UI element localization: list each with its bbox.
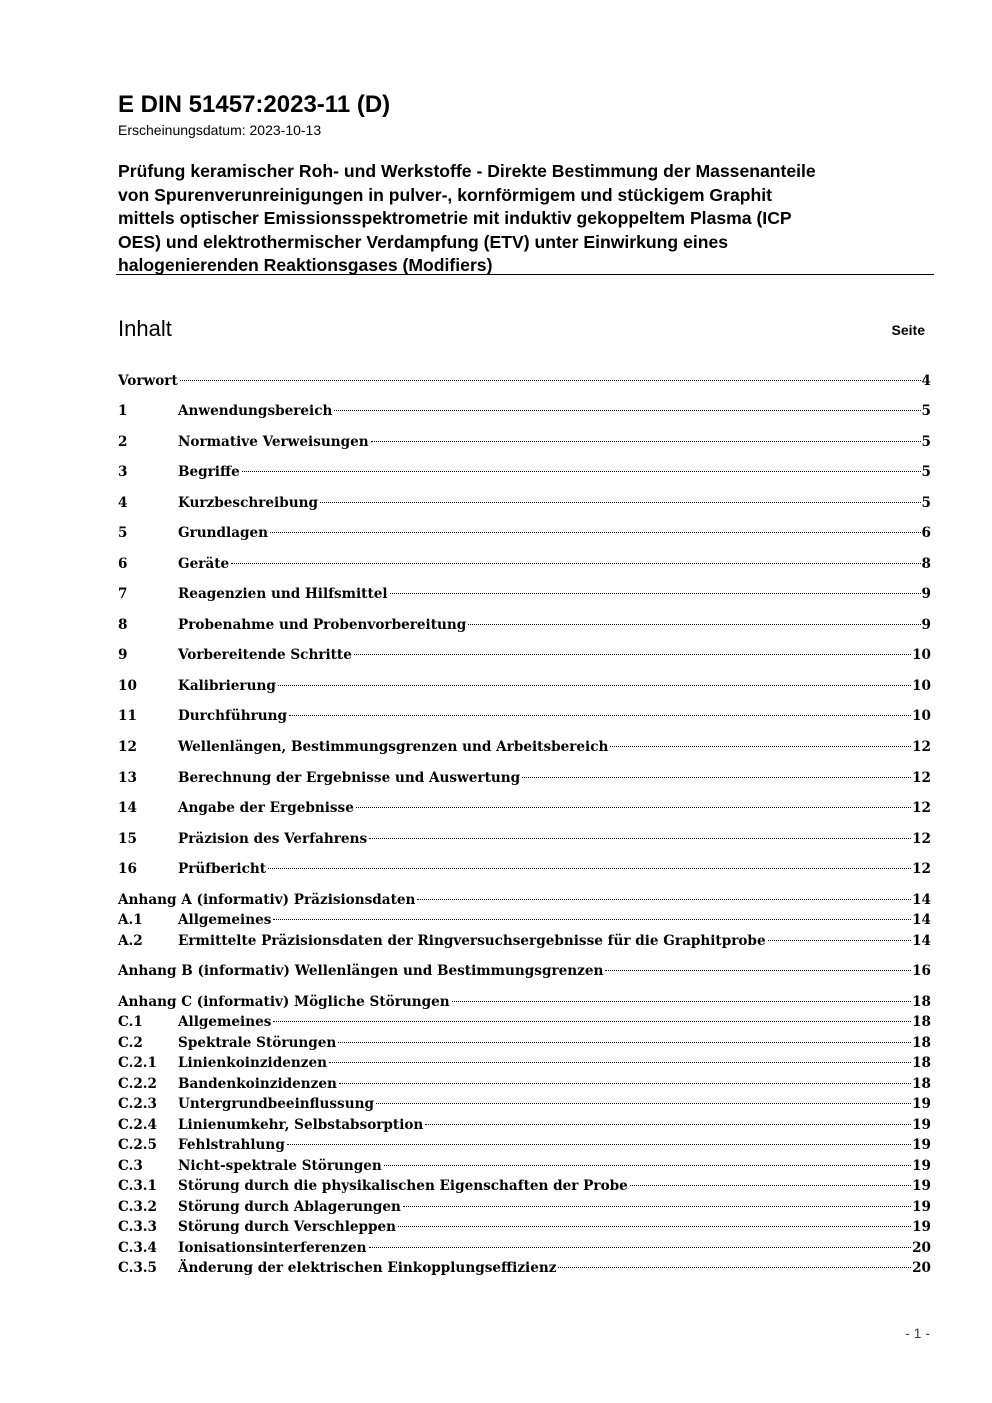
toc-entry-number: 16 — [118, 861, 137, 877]
toc-entry-number: C.2.1 — [118, 1055, 157, 1071]
toc-entry-number: C.3.4 — [118, 1240, 157, 1256]
toc-entry-page: 4 — [921, 373, 931, 389]
toc-entry-title: Vorwort — [118, 373, 178, 389]
toc-dot-leader — [468, 624, 920, 625]
toc-entry-number: 9 — [118, 647, 128, 663]
toc-entry[interactable] — [118, 961, 931, 981]
toc-entry[interactable] — [118, 523, 931, 543]
toc-entry-number: 6 — [118, 556, 128, 572]
toc-dot-leader — [270, 532, 920, 533]
toc-entry-page: 18 — [912, 1076, 931, 1092]
toc-dot-leader — [356, 807, 911, 808]
toc-entry[interactable] — [118, 859, 931, 879]
toc-entry-page: 9 — [921, 617, 931, 633]
toc-entry[interactable] — [118, 1115, 931, 1135]
toc-entry[interactable] — [118, 829, 931, 849]
toc-entry-page: 12 — [912, 770, 931, 786]
toc-dot-leader — [376, 1103, 911, 1104]
toc-entry-title: Kalibrierung — [178, 678, 276, 694]
toc-dot-leader — [354, 654, 911, 655]
toc-dot-leader — [417, 899, 911, 900]
toc-entry-title: Bandenkoinzidenzen — [178, 1076, 337, 1092]
toc-entry-number: A.2 — [118, 933, 143, 949]
toc-entry[interactable] — [118, 1156, 931, 1176]
toc-entry-title: Vorbereitende Schritte — [178, 647, 352, 663]
toc-dot-leader — [369, 1247, 912, 1248]
toc-entry-title: Anhang C (informativ) Mögliche Störungen — [118, 994, 450, 1010]
toc-entry-page: 18 — [912, 1035, 931, 1051]
toc-entry-title: Änderung der elektrischen Einkopplungseffizienz — [178, 1260, 557, 1276]
toc-entry[interactable] — [118, 768, 931, 788]
toc-entry[interactable] — [118, 676, 931, 696]
toc-entry[interactable] — [118, 1053, 931, 1073]
toc-entry-number: A.1 — [118, 912, 143, 928]
toc-entry-page: 5 — [921, 495, 931, 511]
document-title-line: mittels optischer Emissionsspektrometrie mit induktiv gekoppeltem Plasma (ICP — [118, 208, 792, 228]
toc-entry[interactable] — [118, 1176, 931, 1196]
toc-entry-title: Ionisationsinterferenzen — [178, 1240, 367, 1256]
document-title-line: Prüfung keramischer Roh- und Werkstoffe - Direkte Bestimmung der Massenanteile — [118, 161, 816, 181]
toc-entry-page: 12 — [912, 739, 931, 755]
toc-dot-leader — [605, 970, 911, 971]
toc-entry-page: 5 — [921, 434, 931, 450]
toc-entry-number: C.3.5 — [118, 1260, 157, 1276]
toc-entry[interactable] — [118, 737, 931, 757]
toc-entry-title: Grundlagen — [178, 525, 269, 541]
page-number: - 1 - — [905, 1325, 930, 1341]
toc-entry-title: Reagenzien und Hilfsmittel — [178, 586, 388, 602]
toc-dot-leader — [338, 1042, 911, 1043]
toc-entry-number: 1 — [118, 403, 128, 419]
toc-dot-leader — [768, 940, 911, 941]
toc-entry[interactable] — [118, 1197, 931, 1217]
toc-dot-leader — [278, 685, 911, 686]
toc-heading: Inhalt — [118, 316, 172, 341]
toc-entry-page: 20 — [912, 1260, 931, 1276]
toc-entry-title: Untergrundbeeinflussung — [178, 1096, 374, 1112]
toc-dot-leader — [398, 1226, 911, 1227]
toc-entry[interactable] — [118, 645, 931, 665]
toc-entry[interactable] — [118, 554, 931, 574]
toc-entry-number: C.3.2 — [118, 1199, 157, 1215]
toc-entry[interactable] — [118, 1258, 931, 1278]
toc-entry-page: 5 — [921, 403, 931, 419]
toc-dot-leader — [390, 593, 921, 594]
toc-entry-page: 12 — [912, 800, 931, 816]
toc-entry-page: 18 — [912, 1055, 931, 1071]
toc-entry-title: Störung durch Ablagerungen — [178, 1199, 401, 1215]
toc-entry[interactable] — [118, 371, 931, 391]
toc-entry-number: 3 — [118, 464, 128, 480]
toc-entry[interactable] — [118, 1012, 931, 1032]
toc-dot-leader — [452, 1001, 911, 1002]
toc-entry-title: Wellenlängen, Bestimmungsgrenzen und Arbeitsbereich — [178, 739, 609, 755]
publication-date: Erscheinungsdatum: 2023-10-13 — [118, 122, 322, 138]
toc-entry-number: C.3.3 — [118, 1219, 157, 1235]
toc-entry-title: Kurzbeschreibung — [178, 495, 318, 511]
toc-entry-title: Allgemeines — [178, 1014, 272, 1030]
toc-entry[interactable] — [118, 798, 931, 818]
toc-dot-leader — [289, 715, 911, 716]
toc-entry[interactable] — [118, 462, 931, 482]
toc-entry-number: 10 — [118, 678, 137, 694]
toc-entry-page: 8 — [921, 556, 931, 572]
toc-entry-number: 5 — [118, 525, 128, 541]
toc-entry-page: 10 — [912, 647, 931, 663]
toc-entry-title: Nicht-spektrale Störungen — [178, 1158, 382, 1174]
toc-entry[interactable] — [118, 432, 931, 452]
toc-dot-leader — [231, 563, 920, 564]
toc-entry-number: C.2.3 — [118, 1096, 157, 1112]
toc-entry-page: 16 — [912, 963, 931, 979]
toc-dot-leader — [329, 1062, 911, 1063]
document-title-line: von Spurenverunreinigungen in pulver-, kornförmigem und stückigem Graphit — [118, 184, 772, 205]
toc-entry[interactable] — [118, 1033, 931, 1053]
table-of-contents — [118, 0, 931, 1403]
toc-entry-page: 14 — [912, 892, 931, 908]
toc-dot-leader — [242, 471, 921, 472]
toc-dot-leader — [371, 441, 921, 442]
toc-entry-page: 14 — [912, 933, 931, 949]
toc-dot-leader — [320, 502, 921, 503]
toc-entry-title: Fehlstrahlung — [178, 1137, 285, 1153]
toc-entry-title: Ermittelte Präzisionsdaten der Ringversuchsergebnisse für die Graphitprobe — [178, 933, 766, 949]
toc-entry-page: 14 — [912, 912, 931, 928]
toc-dot-leader — [334, 410, 920, 411]
document-id: E DIN 51457:2023-11 (D) — [118, 91, 391, 118]
toc-entry-page: 18 — [912, 1014, 931, 1030]
toc-entry-number: 8 — [118, 617, 128, 633]
toc-entry-title: Störung durch die physikalischen Eigenschaften der Probe — [178, 1178, 628, 1194]
toc-entry-number: 12 — [118, 739, 137, 755]
toc-entry[interactable] — [118, 1074, 931, 1094]
toc-entry[interactable] — [118, 493, 931, 513]
toc-dot-leader — [403, 1206, 911, 1207]
toc-entry-title: Angabe der Ergebnisse — [178, 800, 354, 816]
toc-entry-number: C.2 — [118, 1035, 143, 1051]
toc-entry-title: Berechnung der Ergebnisse und Auswertung — [178, 770, 521, 786]
toc-entry-page: 5 — [921, 464, 931, 480]
toc-entry-title: Anhang A (informativ) Präzisionsdaten — [118, 892, 416, 908]
toc-entry-number: C.3.1 — [118, 1178, 157, 1194]
toc-entry-page: 9 — [921, 586, 931, 602]
toc-entry-title: Probenahme und Probenvorbereitung — [178, 617, 467, 633]
toc-entry-title: Begriffe — [178, 464, 240, 480]
toc-entry-page: 10 — [912, 678, 931, 694]
toc-entry-number: C.2.5 — [118, 1137, 157, 1153]
toc-dot-leader — [287, 1144, 911, 1145]
toc-dot-leader — [558, 1267, 911, 1268]
toc-entry-page: 19 — [912, 1219, 931, 1235]
toc-entry-page: 19 — [912, 1158, 931, 1174]
toc-entry-page: 19 — [912, 1096, 931, 1112]
toc-dot-leader — [610, 746, 911, 747]
toc-dot-leader — [630, 1185, 911, 1186]
toc-dot-leader — [339, 1083, 911, 1084]
toc-entry-title: Linienkoinzidenzen — [178, 1055, 328, 1071]
toc-entry-title: Spektrale Störungen — [178, 1035, 337, 1051]
toc-entry-number: 2 — [118, 434, 128, 450]
toc-entry-title: Anwendungsbereich — [178, 403, 333, 419]
toc-entry[interactable] — [118, 910, 931, 930]
toc-entry-page: 12 — [912, 831, 931, 847]
toc-entry[interactable] — [118, 1238, 931, 1258]
toc-entry-page: 6 — [921, 525, 931, 541]
toc-dot-leader — [268, 868, 911, 869]
toc-entry[interactable] — [118, 706, 931, 726]
toc-entry[interactable] — [118, 890, 931, 910]
toc-entry[interactable] — [118, 615, 931, 635]
toc-entry-page: 18 — [912, 994, 931, 1010]
toc-entry-page: 19 — [912, 1199, 931, 1215]
toc-entry-page: 19 — [912, 1178, 931, 1194]
document-title-line: OES) und elektrothermischer Verdampfung (ETV) unter Einwirkung eines — [118, 231, 729, 252]
toc-entry-number: C.1 — [118, 1014, 143, 1030]
toc-entry-number: C.2.4 — [118, 1117, 157, 1133]
toc-dot-leader — [273, 1021, 911, 1022]
toc-entry-number: 11 — [118, 708, 137, 724]
toc-entry-number: C.2.2 — [118, 1076, 157, 1092]
toc-entry[interactable] — [118, 584, 931, 604]
toc-entry-number: 7 — [118, 586, 128, 602]
toc-entry-title: Präzision des Verfahrens — [178, 831, 368, 847]
toc-entry-title: Linienumkehr, Selbstabsorption — [178, 1117, 424, 1133]
toc-entry-number: C.3 — [118, 1158, 143, 1174]
toc-entry-page: 20 — [912, 1240, 931, 1256]
toc-entry-number: 15 — [118, 831, 137, 847]
toc-entry-page: 19 — [912, 1117, 931, 1133]
toc-entry[interactable] — [118, 1094, 931, 1114]
toc-entry[interactable] — [118, 1135, 931, 1155]
toc-dot-leader — [369, 838, 911, 839]
toc-entry-number: 14 — [118, 800, 137, 816]
toc-page-column-label: Seite — [891, 322, 925, 338]
toc-dot-leader — [522, 777, 911, 778]
toc-entry-page: 19 — [912, 1137, 931, 1153]
toc-entry-title: Normative Verweisungen — [178, 434, 369, 450]
toc-dot-leader — [180, 380, 921, 381]
toc-entry-title: Anhang B (informativ) Wellenlängen und Bestimmungsgrenzen — [118, 963, 604, 979]
toc-entry-title: Allgemeines — [178, 912, 272, 928]
toc-dot-leader — [384, 1165, 911, 1166]
toc-entry[interactable] — [118, 401, 931, 421]
toc-entry[interactable] — [118, 1217, 931, 1237]
toc-entry-title: Geräte — [178, 556, 230, 572]
toc-entry-title: Durchführung — [178, 708, 288, 724]
toc-dot-leader — [273, 919, 911, 920]
toc-dot-leader — [425, 1124, 911, 1125]
toc-entry-number: 13 — [118, 770, 137, 786]
toc-entry-page: 10 — [912, 708, 931, 724]
toc-entry[interactable] — [118, 992, 931, 1012]
toc-entry-title: Störung durch Verschleppen — [178, 1219, 397, 1235]
toc-entry[interactable] — [118, 931, 931, 951]
toc-entry-number: 4 — [118, 495, 128, 511]
toc-entry-title: Prüfbericht — [178, 861, 267, 877]
document-title-line: halogenierenden Reaktionsgases (Modifiers) — [118, 255, 493, 275]
toc-entry-page: 12 — [912, 861, 931, 877]
